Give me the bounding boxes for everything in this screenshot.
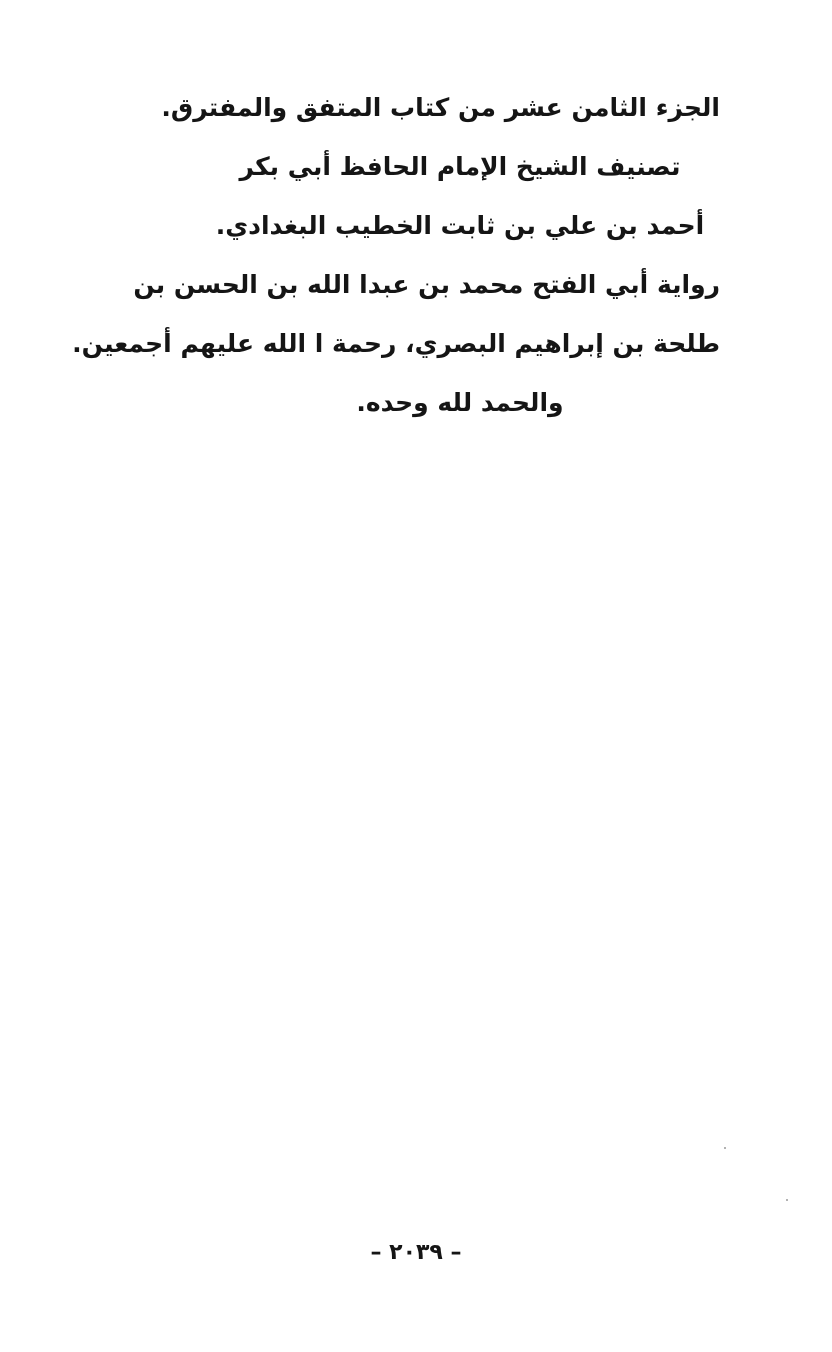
colophon-line-5: طلحة بن إبراهيم البصري، رحمة ا الله عليهم أجمعين. xyxy=(72,329,720,358)
colophon-line-3: أحمد بن علي بن ثابت الخطيب البغدادي. xyxy=(215,211,705,240)
colophon-line-2: تصنيف الشيخ الإمام الحافظ أبي بكر xyxy=(239,152,681,181)
colophon-text-block xyxy=(72,78,720,432)
scan-speck xyxy=(786,1199,788,1201)
colophon-line-4: رواية أبي الفتح محمد بن عبدا الله بن الحسن بن xyxy=(133,270,720,299)
colophon-line-6: والحمد لله وحده. xyxy=(356,388,564,417)
colophon-line-1: الجزء الثامن عشر من كتاب المتفق والمفترق. xyxy=(161,93,720,122)
page-number: – ٢٠٣٩ – xyxy=(370,1240,462,1265)
scan-speck xyxy=(724,1147,726,1149)
